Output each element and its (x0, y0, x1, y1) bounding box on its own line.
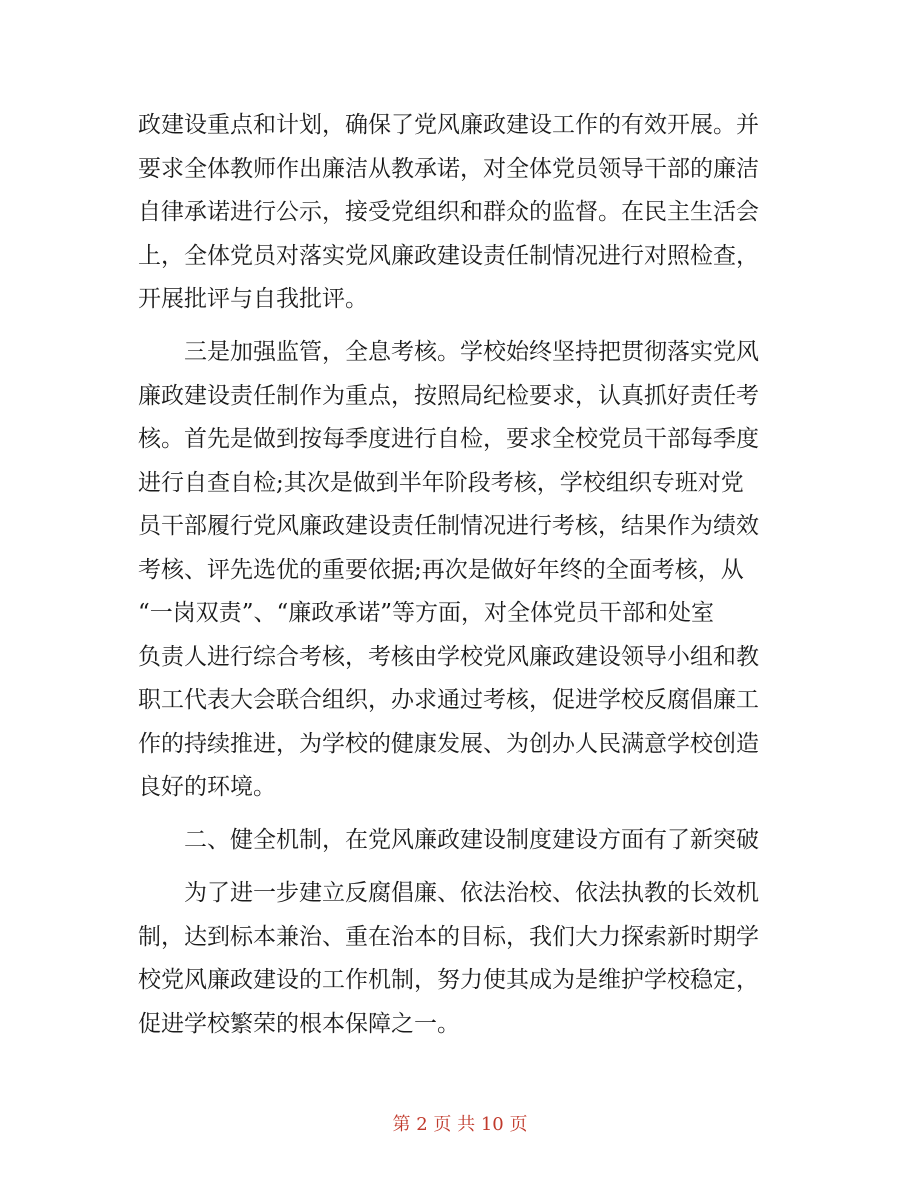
text-line: 上，全体党员对落实党风廉政建设责任制情况进行对照检查， (138, 242, 759, 269)
text-line: 制，达到标本兼治、重在治本的目标，我们大力探索新时期学 (138, 923, 759, 950)
text-line: 考核、评先选优的重要依据;再次是做好年终的全面考核，从 (138, 556, 744, 583)
text-line: 核。首先是做到按每季度进行自检，要求全校党员干部每季度 (138, 426, 759, 452)
paragraph-spacing (138, 322, 788, 332)
paragraph-supervision (138, 331, 788, 810)
text-line: 开展批评与自我批评。 (138, 286, 368, 312)
text-line: “一岗双责”、“廉政承诺”等方面，对全体党员干部和处室 (138, 600, 715, 626)
text-line: 要求全体教师作出廉洁从教承诺，对全体党员领导干部的廉洁 (138, 155, 759, 182)
text-line: 作的持续推进，为学校的健康发展、为创办人民满意学校创造 (138, 730, 759, 757)
text-line: 三是加强监管，全息考核。学校始终坚持把贯彻落实党风 (138, 339, 759, 365)
text-line: 职工代表大会联合组织，办求通过考核，促进学校反腐倡廉工 (138, 687, 759, 713)
text-line: 进行自查自检;其次是做到半年阶段考核，学校组织专班对党 (138, 469, 744, 496)
document-body (138, 104, 788, 1046)
text-line: 负责人进行综合考核，考核由学校党风廉政建设领导小组和教 (138, 643, 759, 670)
text-line: 为了进一步建立反腐倡廉、依法治校、依法执教的长效机 (138, 880, 759, 906)
text-line: 员干部履行党风廉政建设责任制情况进行考核，结果作为绩效 (138, 513, 759, 539)
text-line: 二、健全机制，在党风廉政建设制度建设方面有了新突破 (138, 827, 759, 853)
text-line: 促进学校繁荣的根本保障之一。 (138, 1010, 460, 1037)
text-line: 良好的环境。 (138, 774, 276, 800)
text-line: 校党风廉政建设的工作机制，努力使其成为是维护学校稳定， (138, 967, 759, 993)
paragraph-spacing (138, 810, 788, 820)
text-line: 廉政建设责任制作为重点，按照局纪检要求，认真抓好责任考 (138, 382, 759, 409)
section-heading-mechanism (138, 819, 788, 863)
paragraph-continuation (138, 104, 788, 322)
page-number-footer: 第 2 页 共 10 页 (392, 1114, 528, 1135)
paragraph-mechanism (138, 872, 788, 1046)
text-line: 政建设重点和计划，确保了党风廉政建设工作的有效开展。并 (138, 112, 759, 138)
paragraph-spacing (138, 863, 788, 873)
text-line: 自律承诺进行公示，接受党组织和群众的监督。在民主生活会 (138, 199, 759, 225)
